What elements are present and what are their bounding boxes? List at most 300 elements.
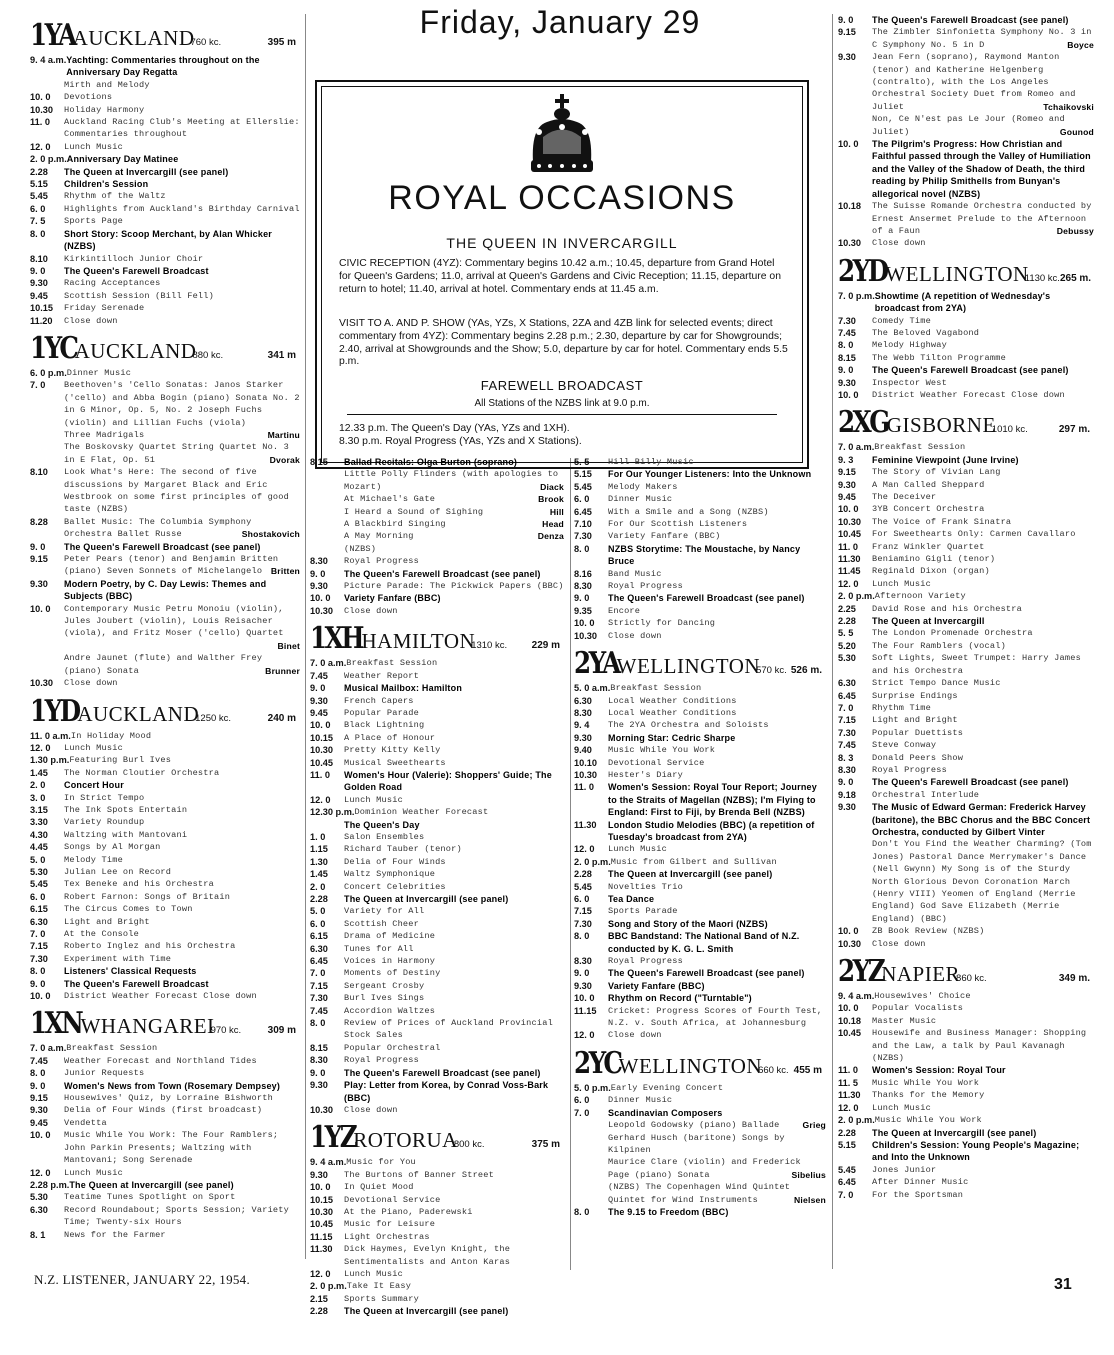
- programme-time: 9. 4 a.m.: [30, 55, 67, 65]
- programme-title: Experiment with Time: [64, 953, 172, 964]
- programme-title: The Queen's Farewell Broadcast (see panel): [344, 568, 541, 579]
- programme-entry: [838, 739, 1094, 751]
- station-callsign: 2YA: [574, 646, 619, 682]
- composer-name: Brunner: [265, 665, 300, 676]
- programme-title: Black Lightning: [344, 720, 425, 731]
- station-wavelength: 229 m: [531, 640, 560, 652]
- programme-title: Three Madrigals Martinu: [64, 429, 300, 440]
- programme-title: Strict Tempo Dance Music: [872, 678, 1001, 689]
- programme-entry: [30, 265, 300, 277]
- programme-title: Surprise Endings: [872, 690, 958, 701]
- station-callsign: 2YC: [574, 1045, 621, 1081]
- programme-title: Dominion Weather Forecast: [354, 807, 489, 818]
- programme-entry: [838, 1002, 1094, 1014]
- column-middle-left: [310, 456, 564, 1318]
- programme-entry: [310, 1293, 564, 1305]
- programme-time: 6.45: [574, 506, 592, 517]
- station-wavelength: 309 m: [267, 1025, 296, 1037]
- programme-title: The Suisse Romande Orchestra conducted by Ernest Ansermet Prelude to the Afternoon of a Faun Debussy: [872, 201, 1094, 236]
- programme-title: The Webb Tilton Programme: [872, 352, 1006, 363]
- programme-entry: [310, 682, 564, 694]
- programme-time: 5.45: [30, 191, 48, 202]
- programme-time: 6.30: [838, 678, 856, 689]
- programme-time: [310, 468, 344, 493]
- programme-entry: [30, 290, 300, 302]
- programme-entry: [30, 553, 300, 578]
- programme-entry: [310, 1206, 564, 1218]
- programme-title: Early Evening Concert: [610, 1082, 724, 1093]
- station-name: GISBORNE: [886, 413, 996, 438]
- programme-title: A Place of Honour: [344, 732, 436, 743]
- programme-entry: [838, 364, 1094, 376]
- programme-title: Music While You Work: The Four Ramblers; John Parkin Presents; Waltzing with Mantovani; Song Serenade: [64, 1130, 279, 1166]
- programme-entry: [30, 253, 300, 265]
- station-frequency: 660 kc.: [758, 1064, 789, 1076]
- programme-title: Robert Farnon: Songs of Britain: [64, 891, 231, 902]
- programme-title: Scottish Session (Bill Fell): [64, 290, 214, 301]
- programme-time: 8. 0: [574, 543, 590, 554]
- programme-time: 2.28: [838, 1127, 856, 1138]
- programme-time: 11.30: [310, 1244, 333, 1255]
- programme-entry: [574, 695, 826, 707]
- station-frequency: 800 kc.: [453, 1139, 485, 1151]
- programme-time: 10.30: [574, 630, 597, 641]
- programme-time: 7.15: [310, 980, 328, 991]
- programme-time: 7.30: [574, 531, 592, 542]
- programme-entry: [838, 26, 1094, 51]
- station-name: WELLINGTON: [618, 1053, 763, 1078]
- programme-entry: [574, 757, 826, 769]
- programme-title: Waltz Symphonique: [344, 869, 436, 880]
- programme-time: 8. 0: [310, 1018, 326, 1029]
- programme-entry: [838, 752, 1094, 764]
- programme-time: 6.30: [310, 943, 328, 954]
- programme-time: 7.45: [838, 327, 856, 338]
- programme-title: Devotions: [64, 92, 113, 103]
- programme-title: Reginald Dixon (organ): [872, 566, 990, 577]
- programme-entry: [30, 116, 300, 141]
- programme-entry: [30, 965, 300, 977]
- programme-time: 11. 0: [310, 769, 330, 780]
- programme-title: Close down: [344, 605, 398, 616]
- programme-entry: [30, 779, 300, 791]
- programme-title: Novelties Trio: [608, 881, 683, 892]
- programme-title: For Sweethearts Only: Carmen Cavallaro: [872, 529, 1076, 540]
- programme-entry: [838, 1015, 1094, 1027]
- programme-title: News for the Farmer: [64, 1229, 166, 1240]
- programme-time: 7.30: [838, 727, 856, 738]
- programme-entry: [30, 1129, 300, 1166]
- station-callsign: 1YA: [30, 18, 75, 53]
- programme-time: 10. 0: [310, 1182, 331, 1193]
- page-number: 31: [1054, 1276, 1072, 1293]
- programme-time: 10.30: [310, 1104, 333, 1115]
- programme-title: Dinner Music: [608, 494, 673, 505]
- programme-entry: [30, 215, 300, 227]
- programme-time: 9. 4 a.m.: [310, 1157, 347, 1168]
- station-frequency: 1250 kc.: [195, 712, 232, 724]
- programme-time: 9.30: [310, 1080, 328, 1091]
- programme-time: 5.30: [30, 1192, 48, 1203]
- show-visit-text: VISIT TO A. AND P. SHOW (YAs, YZs, X Stations, 2ZA and 4ZB link for selected events; direct commentary from 4YZ): Commentary begins 2.28 p.m.; 2.30, departure by car for Showgrounds; 2.40, arrival at Showgrounds and the Show; 5.0, departure by car for hotel. Commentary ends 5.5 p.m.: [339, 318, 788, 368]
- programme-entry: [30, 1067, 300, 1079]
- column-left: [30, 14, 300, 1241]
- programme-title: Concert Hour: [64, 780, 124, 791]
- station-wavelength: 526 m.: [790, 665, 822, 677]
- programme-entry: [30, 940, 300, 952]
- programme-title: The Queen at Invercargill (see panel): [64, 166, 229, 177]
- station-frequency: 860 kc.: [956, 973, 987, 985]
- programme-title: A Blackbird Singing Head: [344, 519, 564, 530]
- programme-title: Scottish Cheer: [344, 918, 419, 929]
- programme-time: 7.30: [574, 918, 592, 929]
- programme-title: The Story of Vivian Lang: [872, 467, 1001, 478]
- programme-entry: [310, 744, 564, 756]
- programme-entry: [30, 829, 300, 841]
- programme-time: 5. 5: [838, 628, 854, 639]
- programme-title: Tea Dance: [608, 894, 655, 904]
- programme-title: The Queen's Farewell Broadcast: [64, 978, 209, 989]
- programme-title: David Rose and his Orchestra: [872, 603, 1022, 614]
- programme-entry: [838, 1114, 1094, 1126]
- programme-entry: [574, 630, 826, 642]
- programme-title: Light Orchestras: [344, 1231, 430, 1242]
- programme-title: The Four Ramblers (vocal): [872, 640, 1006, 651]
- programme-entry: [30, 953, 300, 965]
- programme-entry: [30, 1229, 300, 1241]
- programme-title: Lunch Music: [64, 141, 123, 152]
- programme-entry: [310, 605, 564, 617]
- station-name: AUCKLAND: [72, 26, 195, 50]
- composer-name: Diack: [540, 481, 564, 492]
- programme-entry: [574, 819, 826, 844]
- programme-time: 3. 0: [30, 792, 46, 803]
- programme-time: 6. 0: [30, 203, 46, 214]
- programme-entry: [310, 732, 564, 744]
- programme-time: 9.40: [574, 745, 592, 756]
- programme-entry: [30, 466, 300, 516]
- programme-entry: [310, 530, 564, 542]
- programme-entry: [310, 1169, 564, 1181]
- programme-time: 5. 0 p.m.: [574, 1082, 611, 1093]
- station-wavelength: 395 m: [267, 37, 296, 48]
- programme-time: 10. 0: [30, 991, 51, 1002]
- programme-entry: [574, 493, 826, 505]
- programme-title: Lunch Music: [64, 1167, 123, 1178]
- programme-time: 10. 0: [838, 389, 859, 400]
- programme-title: Close down: [872, 938, 926, 949]
- programme-entry: [574, 605, 826, 617]
- station-callsign: 2YZ: [838, 954, 884, 990]
- programme-time: 1.45: [30, 767, 48, 778]
- programme-title: Review of Prices of Auckland Provincial Stock Sales: [344, 1018, 553, 1041]
- programme-time: 11.30: [838, 554, 861, 565]
- programme-time: 11.30: [838, 1090, 861, 1101]
- station-callsign: 1YZ: [310, 1120, 356, 1156]
- programme-time: 10.30: [574, 769, 597, 780]
- station-frequency: 970 kc.: [210, 1025, 242, 1037]
- programme-entry: [310, 930, 564, 942]
- programme-title: Close down: [608, 1030, 662, 1041]
- programme-title: Ballet Music: The Columbia Symphony Orchestra Ballet Russe Shostakovich: [64, 516, 300, 540]
- programme-title: Melody Makers: [608, 481, 678, 492]
- programme-title: Burl Ives Sings: [344, 993, 425, 1004]
- programme-entry: [30, 866, 300, 878]
- programme-entry: [30, 754, 300, 766]
- programme-entry: [574, 918, 826, 930]
- programme-time: 2.25: [838, 603, 856, 614]
- programme-title: Royal Progress: [872, 764, 947, 775]
- programme-title: At Michael's Gate Brook: [344, 494, 564, 505]
- programme-title: Master Music: [872, 1015, 937, 1026]
- programme-entry: [838, 1139, 1094, 1164]
- programme-title: Popular Duettists: [872, 727, 964, 738]
- programme-title: Concert Celebrities: [344, 881, 446, 892]
- programme-title: The Queen at Invercargill: [872, 616, 985, 627]
- programme-entry: [310, 1305, 564, 1317]
- programme-title: The Queen's Farewell Broadcast: [64, 265, 209, 276]
- programme-title: Steve Conway: [872, 740, 937, 751]
- programme-title: Feminine Viewpoint (June Irvine): [872, 454, 1019, 465]
- programme-time: 9.30: [838, 802, 856, 813]
- programme-entry: [838, 702, 1094, 714]
- programme-title: The Norman Cloutier Orchestra: [64, 767, 220, 778]
- programme-title: Vendetta: [64, 1117, 107, 1128]
- programme-time: 10. 0: [574, 618, 595, 629]
- programme-title: Royal Progress: [344, 1055, 419, 1066]
- programme-title: The Queen's Farewell Broadcast (see panel): [608, 593, 805, 604]
- programme-title: Beethoven's 'Cello Sonatas: Janos Starker ('cello) and Abba Bogin (piano) Sonata No. 2 in G Minor, Op. 5, No. 2 Joseph Fuchs (violin) and Lillian Fuchs (viola): [64, 380, 300, 428]
- station-header: [310, 1120, 564, 1156]
- programme-entry: [30, 367, 300, 379]
- programme-entry: [838, 801, 1094, 838]
- programme-time: 12. 0: [310, 794, 331, 805]
- column-rule-1: [305, 14, 306, 1259]
- programme-time: 10.30: [30, 678, 53, 689]
- programme-entry: [30, 742, 300, 754]
- programme-title: Weather Forecast and Northland Tides: [64, 1055, 257, 1066]
- programme-entry: [838, 200, 1094, 237]
- programme-entry: [30, 190, 300, 202]
- programme-title: The Beloved Vagabond: [872, 327, 980, 338]
- programme-title: Sports Page: [64, 216, 123, 227]
- station-header: [310, 621, 564, 657]
- programme-time: 2.28 p.m.: [30, 1179, 70, 1190]
- programme-entry: [574, 992, 826, 1004]
- programme-entry: [838, 627, 1094, 639]
- programme-entry: [838, 565, 1094, 577]
- station-callsign: 2YD: [838, 253, 887, 289]
- programme-entry: [30, 878, 300, 890]
- programme-title: Popular Vocalists: [872, 1003, 964, 1014]
- programme-time: 8. 0: [30, 966, 46, 977]
- programme-title: Delia of Four Winds (first broadcast): [64, 1105, 263, 1116]
- programme-time: 10.30: [310, 745, 333, 756]
- programme-entry: [310, 657, 564, 669]
- programme-time: 9. 0: [574, 968, 590, 979]
- programme-entry: [310, 1268, 564, 1280]
- programme-title: Hill Billy Music: [608, 457, 694, 467]
- programme-title: Hester's Diary: [608, 769, 683, 780]
- programme-entry: [838, 1064, 1094, 1076]
- programme-title: Don't You Find the Weather Charming? (Tom Jones) Pastoral Dance Merrymaker's Dance (Nell Gwynn) My Song is of the Sturdy North Glorious Devon Coronation March (Henry VIII) Yeomen of England (Merrie England) God Save Elizabeth (Merrie England) (BBC): [872, 839, 1092, 924]
- programme-entry: [838, 14, 1094, 26]
- programme-title: 3YB Concert Orchestra: [872, 504, 985, 515]
- programme-entry: [310, 555, 564, 567]
- programme-entry: [310, 1017, 564, 1042]
- programme-entry: [838, 578, 1094, 590]
- programme-title: Lunch Music: [608, 844, 667, 855]
- programme-entry: [310, 819, 564, 831]
- programme-time: 10.10: [574, 757, 597, 768]
- programme-title: Royal Progress: [608, 581, 683, 592]
- programme-time: 9. 0: [30, 265, 46, 276]
- programme-entry: [574, 930, 826, 955]
- programme-title: Picture Parade: The Pickwick Papers (BBC): [344, 581, 564, 592]
- programme-entry: [310, 794, 564, 806]
- programme-time: 8. 0: [838, 340, 854, 351]
- programme-time: 9.45: [30, 290, 48, 301]
- programme-title: Record Roundabout; Sports Session; Variety Time; Twenty-six Hours: [64, 1204, 289, 1228]
- programme-entry: [310, 670, 564, 682]
- column-middle: [310, 4, 810, 454]
- programme-entry: [838, 838, 1094, 925]
- programme-time: 9.30: [30, 578, 48, 589]
- programme-time: 2. 0 p.m.: [30, 154, 67, 165]
- programme-entry: [574, 592, 826, 604]
- composer-name: Martinu: [267, 429, 300, 440]
- panel-subtitle: THE QUEEN IN INVERCARGILL: [446, 235, 678, 251]
- programme-title: Rhythm Time: [872, 702, 931, 713]
- programme-title: The Queen at Invercargill (see panel): [872, 1127, 1037, 1138]
- programme-time: 9.30: [310, 581, 328, 592]
- programme-entry: [574, 530, 826, 542]
- programme-title: Lunch Music: [344, 1268, 403, 1279]
- programme-title: Lunch Music: [344, 794, 403, 805]
- programme-title: The 9.15 to Freedom (BBC): [608, 1206, 729, 1217]
- composer-name: Boyce: [1067, 39, 1094, 50]
- footnote-royal-progress: 8.30 p.m. Royal Progress (YAs, YZs and X Stations).: [339, 436, 582, 447]
- programme-time: 9. 4: [574, 720, 590, 731]
- programme-title: Thanks for the Memory: [872, 1090, 985, 1101]
- programme-entry: [30, 1179, 300, 1191]
- programme-entry: [574, 568, 826, 580]
- programme-entry: [310, 518, 564, 530]
- programme-title: Devotional Service: [344, 1194, 441, 1205]
- programme-title: Local Weather Conditions: [608, 695, 737, 706]
- programme-entry: [310, 757, 564, 769]
- programme-entry: [310, 568, 564, 580]
- programme-time: 10.30: [838, 516, 861, 527]
- programme-entry: [30, 854, 300, 866]
- programme-time: 7. 0: [574, 1107, 590, 1118]
- programme-time: 10.30: [838, 238, 861, 249]
- programme-time: 12. 0: [574, 844, 595, 855]
- programme-time: 12. 0: [310, 1268, 331, 1279]
- programme-time: 12. 0: [838, 1102, 859, 1113]
- programme-time: 2.15: [310, 1293, 328, 1304]
- programme-time: 2. 0 p.m.: [574, 856, 611, 867]
- programme-entry: [310, 1054, 564, 1066]
- programme-title: Tunes for All: [344, 943, 414, 954]
- programme-time: 12.30 p.m.: [310, 807, 355, 818]
- programme-entry: [310, 806, 564, 818]
- programme-time: 9.30: [30, 278, 48, 289]
- programme-entry: [838, 990, 1094, 1002]
- issue-footer: N.Z. LISTENER, JANUARY 22, 1954.: [34, 1272, 251, 1287]
- programme-time: 10.45: [310, 1219, 333, 1230]
- programme-entry: [30, 841, 300, 853]
- station-frequency: 760 kc.: [190, 37, 222, 48]
- programme-title: Popular Parade: [344, 707, 419, 718]
- programme-title: Lunch Music: [872, 1102, 931, 1113]
- programme-title: Women's Hour (Valerie): Shoppers' Guide; The Golden Road: [344, 769, 552, 793]
- programme-time: 9. 0: [574, 593, 590, 604]
- programme-time: 7.15: [30, 941, 48, 952]
- programme-time: 9. 0: [310, 1067, 326, 1078]
- programme-entry: [574, 744, 826, 756]
- station-name: NAPIER: [881, 962, 961, 987]
- programme-title: Highlights from Auckland's Birthday Carnival: [64, 203, 300, 214]
- station-wavelength: 375 m: [531, 1139, 560, 1151]
- programme-entry: [574, 732, 826, 744]
- programme-time: 2.28: [838, 616, 856, 627]
- programme-title: The Queen at Invercargill (see panel): [608, 869, 773, 880]
- programme-time: 7.45: [310, 1005, 328, 1016]
- programme-time: 6.45: [838, 1177, 856, 1188]
- programme-entry: [574, 617, 826, 629]
- programme-entry: [30, 516, 300, 541]
- programme-title: Royal Progress: [608, 956, 683, 967]
- programme-title: Close down: [872, 238, 926, 249]
- programme-title: NZBS Storytime: The Moustache, by Nancy Bruce: [608, 543, 801, 567]
- programme-entry: [310, 1181, 564, 1193]
- programme-title: The London Promenade Orchestra: [872, 628, 1033, 639]
- column-rule-2: [570, 458, 571, 1270]
- programme-time: [574, 1156, 608, 1181]
- programme-time: 11.15: [310, 1231, 333, 1242]
- programme-time: 10. 0: [838, 926, 859, 937]
- station-frequency: 1130 kc.: [1024, 272, 1060, 284]
- programme-entry: [310, 1079, 564, 1104]
- composer-name: Tchaikovski: [1043, 101, 1094, 112]
- programme-time: 8.16: [574, 568, 592, 579]
- programme-time: 9. 0: [30, 978, 46, 989]
- composer-name: Brook: [538, 494, 564, 505]
- programme-title: Listeners' Classical Requests: [64, 966, 197, 977]
- programme-entry: [838, 290, 1094, 315]
- programme-time: [30, 429, 64, 441]
- programme-time: 5.45: [574, 881, 592, 892]
- programme-time: 7. 0 a.m.: [838, 442, 875, 453]
- programme-time: 9.30: [574, 980, 592, 991]
- programme-title: The Burtons of Banner Street: [344, 1169, 494, 1180]
- programme-time: 9.30: [838, 479, 856, 490]
- programme-title: Beniamino Gigli (tenor): [872, 554, 996, 565]
- programme-time: 6. 0: [574, 1095, 590, 1106]
- programme-entry: [838, 454, 1094, 466]
- programme-title: (NZBS) The Copenhagen Wind Quintet Quintet for Wind Instruments Nielsen: [608, 1182, 826, 1205]
- programme-time: 2. 0 p.m.: [838, 591, 875, 602]
- programme-time: 6.30: [574, 695, 592, 706]
- programme-time: 7.30: [30, 953, 48, 964]
- programme-title: Holiday Harmony: [64, 104, 145, 115]
- programme-title: Variety Fanfare (BBC): [344, 593, 441, 604]
- programme-time: 2. 0 p.m.: [310, 1281, 347, 1292]
- programme-time: 5.15: [574, 469, 592, 480]
- programme-entry: [310, 856, 564, 868]
- programme-entry: [574, 769, 826, 781]
